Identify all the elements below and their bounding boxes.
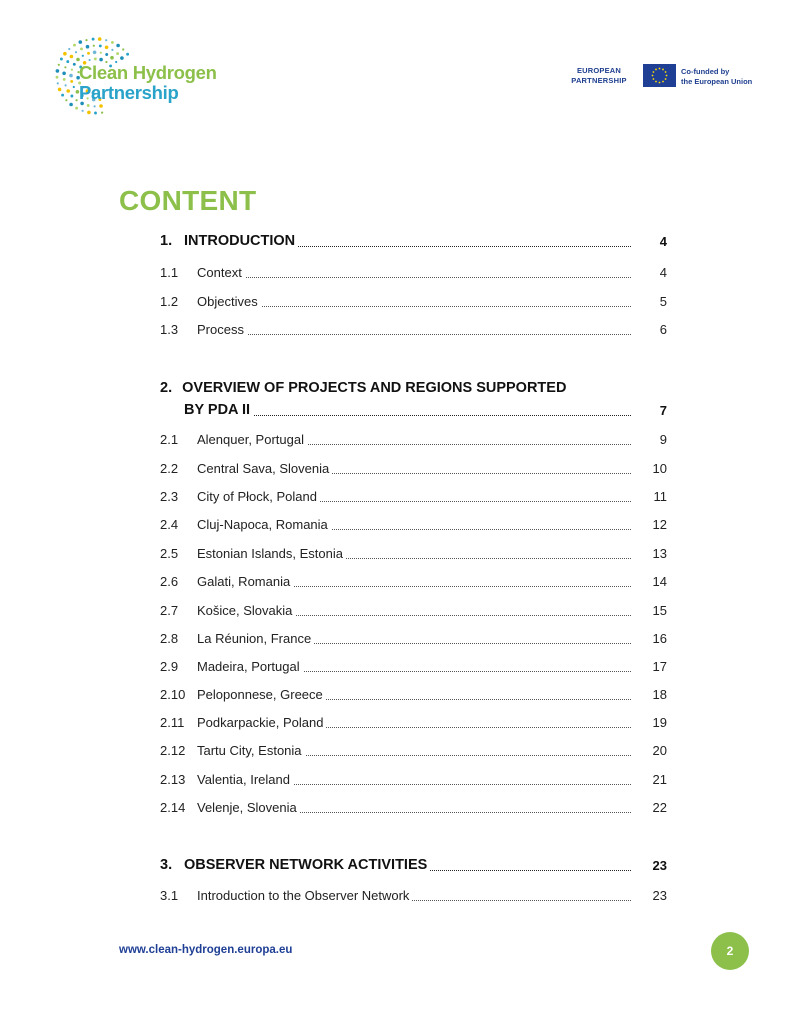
logo-dot xyxy=(99,104,103,108)
toc-page: 23 xyxy=(652,888,667,903)
logo-dot xyxy=(101,112,103,114)
toc-entry-3-1[interactable] xyxy=(160,885,667,905)
eu-flag-icon xyxy=(643,64,676,87)
eu-star xyxy=(665,71,667,73)
toc-page: 14 xyxy=(652,574,667,589)
logo-dot xyxy=(66,89,70,93)
logo-dot xyxy=(111,49,113,51)
logo-dot xyxy=(76,99,78,101)
eu-star xyxy=(659,68,661,70)
toc-entry-2-11[interactable] xyxy=(160,712,667,732)
logo-dot xyxy=(69,74,73,78)
toc-number: 2.10 xyxy=(160,687,186,702)
logo-dot xyxy=(86,45,90,49)
logo-text-line1: Clean Hydrogen xyxy=(79,62,217,83)
toc-number: 2.9 xyxy=(160,659,179,674)
eu-star xyxy=(655,69,657,71)
toc-number: 2.3 xyxy=(160,489,179,504)
toc-number: 1.3 xyxy=(160,322,179,337)
toc-entry-2-12[interactable] xyxy=(160,740,667,760)
toc-title: Madeira, Portugal xyxy=(197,659,303,674)
toc-entry-2-5[interactable] xyxy=(160,543,667,563)
logo-dot xyxy=(85,39,87,41)
logo-dot xyxy=(64,66,66,68)
logo-dot xyxy=(68,48,70,50)
toc-entry-2-14[interactable] xyxy=(160,797,667,817)
toc-page: 21 xyxy=(652,772,667,787)
logo-dot xyxy=(82,110,84,112)
logo-dot xyxy=(80,47,83,50)
toc-entry-2-13[interactable] xyxy=(160,769,667,789)
toc-title: La Réunion, France xyxy=(197,631,314,646)
logo-dot xyxy=(57,82,59,84)
toc-page: 15 xyxy=(652,603,667,618)
toc-title: Alenquer, Portugal xyxy=(197,432,307,447)
logo-dot xyxy=(87,104,90,107)
toc-number: 2.14 xyxy=(160,800,186,815)
toc-title: Process xyxy=(197,322,247,337)
toc-number: 2.6 xyxy=(160,574,179,589)
toc-number: 2. xyxy=(160,380,173,396)
toc-page: 13 xyxy=(652,546,667,561)
logo-dot xyxy=(60,58,63,61)
toc-number: 1.1 xyxy=(160,265,179,280)
toc-page: 22 xyxy=(652,800,667,815)
toc-title: Tartu City, Estonia xyxy=(197,743,305,758)
toc-entry-2-3[interactable] xyxy=(160,486,667,506)
page-title: CONTENT xyxy=(119,185,257,216)
toc-title: INTRODUCTION xyxy=(184,233,298,249)
eu-line1: Co-funded by xyxy=(681,67,730,76)
logo-dot xyxy=(56,69,60,73)
logo-dot xyxy=(70,55,74,59)
toc-title-line2: BY PDA II xyxy=(184,402,253,418)
logo-dot xyxy=(73,86,75,88)
logo-dot xyxy=(75,51,77,53)
toc-page: 7 xyxy=(659,403,667,418)
logo-text-line2: Partnership xyxy=(79,82,179,103)
eu-star xyxy=(653,71,655,73)
toc-entry-2-2[interactable] xyxy=(160,458,667,478)
logo-dot xyxy=(116,52,119,55)
logo-dot xyxy=(70,95,73,98)
toc-entry-1-2[interactable] xyxy=(160,291,667,311)
ep-line1: EUROPEAN xyxy=(576,66,622,75)
logo-dot xyxy=(61,94,64,97)
toc-title: Objectives xyxy=(197,294,261,309)
toc-page: 17 xyxy=(652,659,667,674)
toc-number: 2.1 xyxy=(160,432,179,447)
toc-page: 18 xyxy=(652,687,667,702)
logo-dot xyxy=(79,40,83,44)
logo-dot xyxy=(111,41,114,44)
logo-dot xyxy=(105,46,109,50)
logo-dot xyxy=(76,58,80,62)
eu-star xyxy=(652,75,654,77)
toc-number: 2.7 xyxy=(160,603,179,618)
logo-dot xyxy=(99,58,103,62)
logo-dot xyxy=(122,48,124,50)
logo-dot xyxy=(70,80,73,83)
dot-leader xyxy=(197,277,631,278)
toc-section-2[interactable] xyxy=(160,400,667,420)
toc-entry-1-3[interactable] xyxy=(160,319,667,339)
toc-entry-2-4[interactable] xyxy=(160,514,667,534)
logo-dot xyxy=(98,37,102,41)
toc-number: 2.4 xyxy=(160,517,179,532)
toc-entry-2-7[interactable] xyxy=(160,600,667,620)
toc-title: Introduction to the Observer Network xyxy=(197,888,412,903)
logo-dot xyxy=(105,53,108,56)
logo-dot xyxy=(63,52,67,56)
logo-dot xyxy=(116,44,120,48)
toc-page: 4 xyxy=(659,265,667,280)
toc-page: 6 xyxy=(659,322,667,337)
eu-cofunded-label xyxy=(681,67,752,87)
logo-dot xyxy=(87,111,91,115)
toc-entry-2-10[interactable] xyxy=(160,684,667,704)
toc-page: 20 xyxy=(652,743,667,758)
logo-dot xyxy=(56,76,59,79)
eu-star xyxy=(653,78,655,80)
dot-leader xyxy=(197,306,631,307)
toc-title-line1: OVERVIEW OF PROJECTS AND REGIONS SUPPORTED xyxy=(182,380,567,396)
toc-number: 2.2 xyxy=(160,461,179,476)
toc-title: Valentia, Ireland xyxy=(197,772,293,787)
toc-title: Central Sava, Slovenia xyxy=(197,461,332,476)
toc-section-1[interactable] xyxy=(160,231,667,251)
toc-entry-1-1[interactable] xyxy=(160,262,667,282)
clean-hydrogen-logo xyxy=(44,30,224,122)
toc-number: 3.1 xyxy=(160,888,179,903)
logo-dot xyxy=(65,84,67,86)
logo-dot xyxy=(75,107,78,110)
logo-dot xyxy=(92,38,95,41)
eu-star xyxy=(666,75,668,77)
toc-number: 1.2 xyxy=(160,294,179,309)
logo-dot xyxy=(110,56,114,60)
toc-entry-2-8[interactable] xyxy=(160,628,667,648)
toc-page: 9 xyxy=(659,432,667,447)
logo-dot xyxy=(93,45,95,47)
logo-dot xyxy=(89,59,91,61)
toc-page: 11 xyxy=(653,489,667,504)
toc-number: 2.12 xyxy=(160,743,186,758)
toc-title: Galati, Romania xyxy=(197,574,293,589)
logo-dot xyxy=(62,72,66,76)
logo-dot xyxy=(94,57,97,60)
toc-number: 1. xyxy=(160,233,173,249)
logo-dot xyxy=(69,103,73,107)
logo-dot xyxy=(120,56,124,60)
toc-page: 12 xyxy=(652,517,667,532)
toc-entry-2-9[interactable] xyxy=(160,656,667,676)
logo-dot xyxy=(93,51,97,55)
toc-section-3[interactable] xyxy=(160,855,667,875)
eu-star xyxy=(662,81,664,83)
logo-dot xyxy=(73,63,76,66)
logo-dot xyxy=(63,78,66,81)
toc-title: Velenje, Slovenia xyxy=(197,800,300,815)
logo-dot xyxy=(58,88,62,92)
toc-number: 2.11 xyxy=(160,715,185,730)
logo-dot xyxy=(73,44,76,47)
logo-dot xyxy=(82,55,84,57)
logo-dot xyxy=(99,44,102,47)
logo-dot xyxy=(58,64,60,66)
toc-number: 2.8 xyxy=(160,631,179,646)
toc-title: Estonian Islands, Estonia xyxy=(197,546,346,561)
eu-star xyxy=(655,81,657,83)
logo-dot xyxy=(87,52,90,55)
eu-line2: the European Union xyxy=(681,77,753,86)
logo-dot xyxy=(94,112,97,115)
toc-page: 19 xyxy=(652,715,667,730)
toc-number: 2.13 xyxy=(160,772,186,787)
toc-title: Košice, Slovakia xyxy=(197,603,295,618)
logo-dot xyxy=(71,69,73,71)
page-number-badge: 2 xyxy=(711,932,749,970)
toc-number: 2.5 xyxy=(160,546,179,561)
dot-leader xyxy=(197,334,631,335)
logo-dot xyxy=(126,53,129,56)
eu-star xyxy=(665,78,667,80)
toc-title: Peloponnese, Greece xyxy=(197,687,326,702)
toc-title: Cluj-Napoca, Romania xyxy=(197,517,331,532)
toc-entry-2-6[interactable] xyxy=(160,571,667,591)
toc-page: 23 xyxy=(652,858,667,873)
logo-dot xyxy=(100,52,102,54)
eu-star xyxy=(662,69,664,71)
toc-page: 5 xyxy=(659,294,667,309)
logo-dot xyxy=(105,39,107,41)
toc-section-2-heading[interactable] xyxy=(160,380,566,396)
toc-title: OBSERVER NETWORK ACTIVITIES xyxy=(184,857,430,873)
european-partnership-label xyxy=(563,66,635,86)
ep-line2: PARTNERSHIP xyxy=(571,76,627,85)
toc-page: 16 xyxy=(652,631,667,646)
toc-entry-2-1[interactable] xyxy=(160,429,667,449)
toc-page: 10 xyxy=(652,461,667,476)
logo-dot xyxy=(94,105,96,107)
eu-star xyxy=(659,82,661,84)
logo-dot xyxy=(65,99,67,101)
logo-dot xyxy=(66,60,69,63)
toc-page: 4 xyxy=(659,234,667,249)
footer-website-link[interactable]: www.clean-hydrogen.europa.eu xyxy=(119,944,293,956)
toc-title: Context xyxy=(197,265,245,280)
toc-title: City of Płock, Poland xyxy=(197,489,320,504)
toc-title: Podkarpackie, Poland xyxy=(197,715,326,730)
toc-number: 3. xyxy=(160,857,173,873)
